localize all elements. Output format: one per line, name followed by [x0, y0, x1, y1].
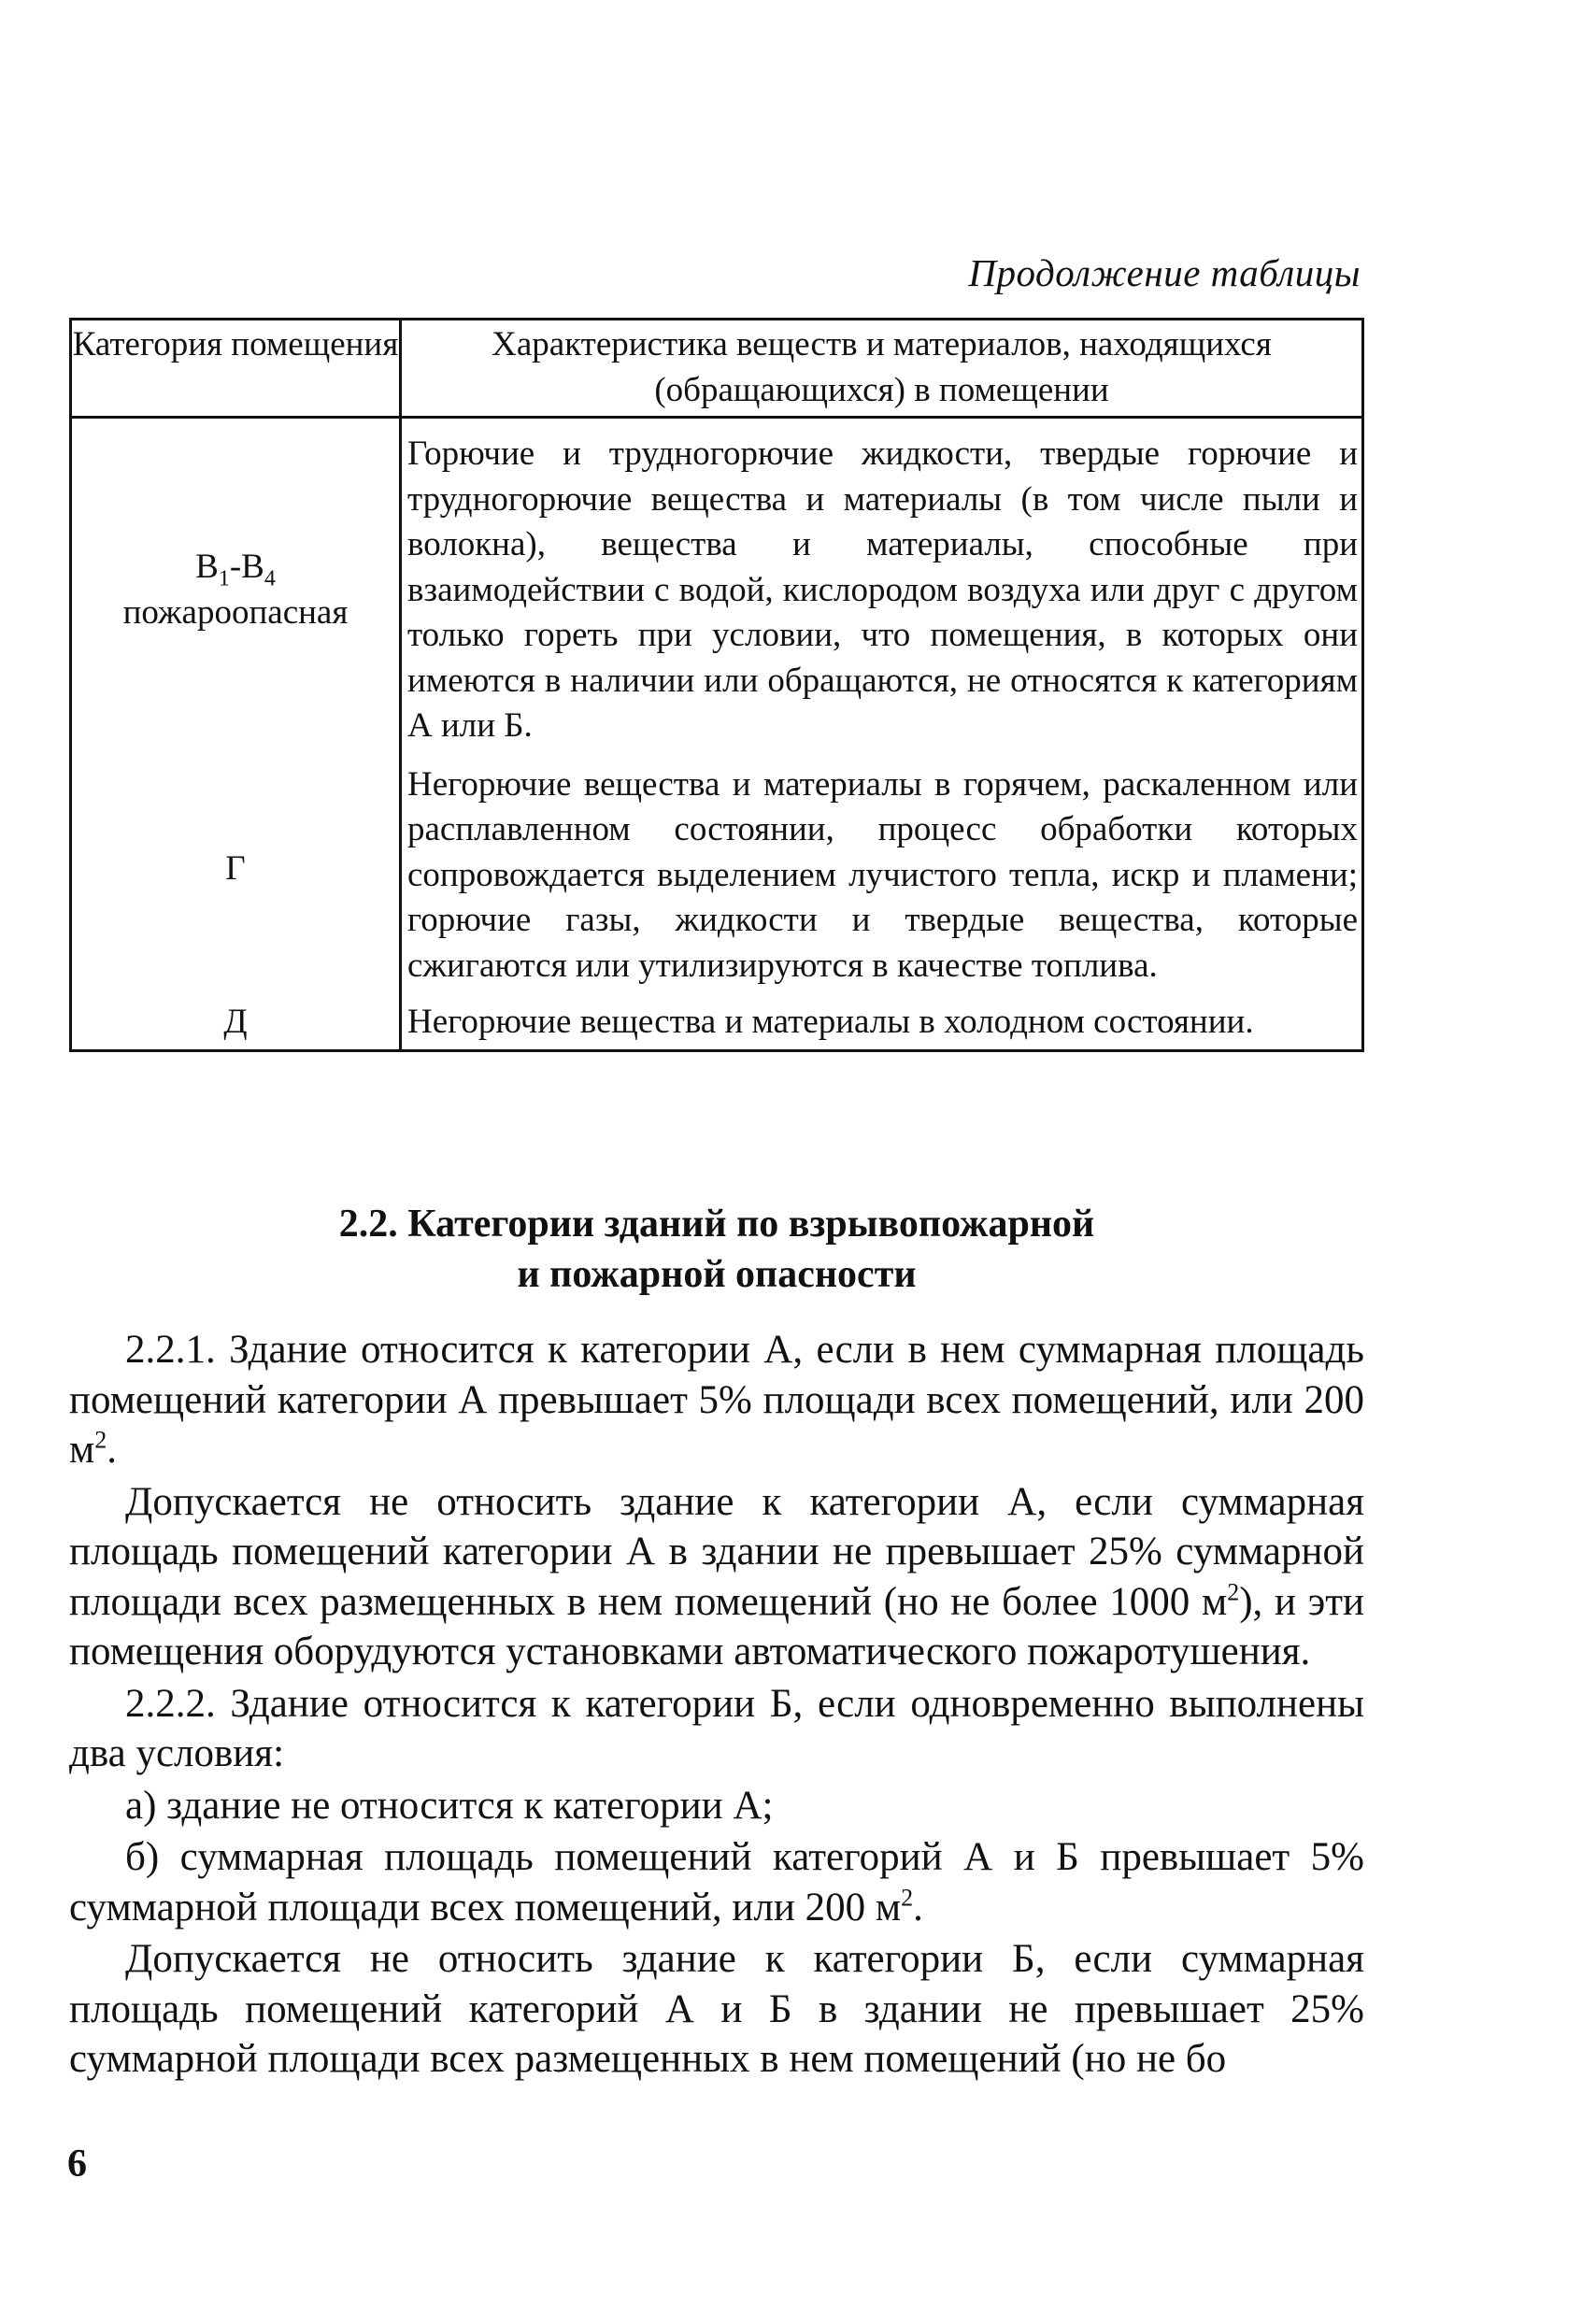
paragraph: 2.2.1. Здание относится к категории А, если в нем суммарная площадь помещений категории А превышает 5% площади всех помещений, или 200 $м^2$.	[69, 1328, 1364, 1472]
table-row	[71, 989, 1363, 1050]
section-heading	[69, 1199, 1364, 1300]
section-heading-line2: и пожарной опасности	[517, 1253, 917, 1296]
category-label: $В_1-В_4$	[195, 548, 276, 591]
header-characteristic: Характеристика веществ и материалов, находящихся (обращающихся) в помещении	[401, 320, 1363, 418]
description-cell: Негорючие вещества и материалы в горячем, раскаленном или расплавленном состоянии, процесс обработки которых сопровождается выделением лучистого тепла, искр и пламени; горючие газы, жидкости и твердые вещества, которые сжигаются или утилизируются в качестве топлива.	[401, 749, 1363, 990]
description-cell: Негорючие вещества и материалы в холодном состоянии.	[401, 989, 1363, 1050]
table-row	[71, 418, 1363, 749]
section-heading-line1: 2.2. Категории зданий по взрывопожарной	[338, 1203, 1095, 1246]
table-row	[71, 749, 1363, 990]
description-cell: Горючие и трудногорючие жидкости, твердые горючие и трудногорючие вещества и материалы (в том числе пыли и волокна), вещества и материалы, способные при взаимодействии с водой, кислородом воздуха или друг с другом только гореть при условии, что помещения, в которых они имеются в наличии или обращаются, не относятся к категориям А или Б.	[401, 418, 1363, 749]
paragraph: Допускается не относить здание к категории Б, если суммарная площадь помещений категорий А и Б в здании не превышает 25% суммарной площади всех размещенных в нем помещений (но не бо	[69, 1937, 1364, 2081]
paragraph: 2.2.2. Здание относится к категории Б, если одновременно выполнены два условия:	[69, 1681, 1364, 1775]
paragraph: а) здание не относится к категории А;	[125, 1783, 774, 1828]
table-header-row	[71, 320, 1363, 418]
category-table	[69, 318, 1364, 1052]
category-sublabel: пожароопасная	[122, 592, 349, 632]
paragraph: Допускается не относить здание к категории А, если суммарная площадь помещений категории А в здании не превышает 25% суммарной площади всех размещенных в нем помещений (но не более 1000 $м^2$), и эти помещения оборудуются установками автоматического пожаротушения.	[69, 1479, 1364, 1673]
category-cell: Д	[71, 989, 401, 1050]
category-cell: Г	[71, 749, 401, 990]
continuation-label: Продолжение таблицы	[968, 251, 1361, 294]
page-number: 6	[67, 2143, 87, 2186]
section-body	[69, 1325, 1364, 2085]
header-category: Категория помещения	[71, 320, 401, 418]
paragraph: б) суммарная площадь помещений категорий А и Б превышает 5% суммарной площади всех помещений, или 200 $м^2$.	[69, 1835, 1364, 1929]
category-cell	[71, 418, 401, 749]
